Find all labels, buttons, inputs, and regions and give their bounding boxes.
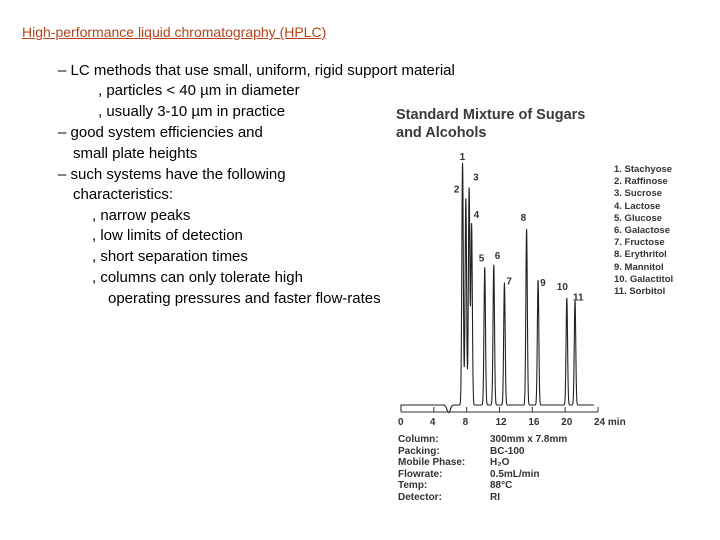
bullet-line: – LC methods that use small, uniform, rigid support material — [58, 62, 455, 79]
condition-label: Mobile Phase: — [398, 457, 466, 469]
bullet-line: – good system efficiencies and — [58, 124, 263, 141]
condition-value: 0.5mL/min — [490, 468, 540, 480]
condition-label: Flowrate: — [398, 468, 443, 480]
condition-value: H₂O — [490, 457, 510, 469]
peak-label: 5 — [478, 253, 485, 265]
legend-item: 2. Raffinose — [614, 176, 668, 188]
peak-labels — [454, 152, 584, 304]
x-tick-label: 4 — [429, 417, 436, 428]
figure-title-line-2: and Alcohols — [396, 125, 487, 141]
peak-label: 9 — [540, 278, 546, 290]
x-tick-label: 0 — [398, 417, 404, 428]
bullet-line: , narrow peaks — [92, 207, 191, 224]
condition-label: Temp: — [398, 480, 428, 492]
condition-value: 300mm x 7.8mm — [490, 434, 568, 445]
peak-label: 3 — [473, 172, 479, 184]
bullet-line: – such systems have the following — [58, 166, 286, 183]
slide-title: High-performance liquid chromatography (HPLC) — [22, 24, 327, 40]
x-tick-label: 20 — [561, 417, 573, 428]
legend-item: 10. Galactitol — [614, 273, 674, 285]
legend-item: 3. Sucrose — [614, 188, 663, 200]
bullet-line: small plate heights — [73, 145, 198, 162]
legend-item: 7. Fructose — [614, 237, 665, 249]
condition-value: 88°C — [490, 480, 513, 492]
legend-item: 11. Sorbitol — [614, 286, 666, 298]
peak-label: 2 — [453, 184, 460, 196]
bullet-line: , short separation times — [92, 248, 248, 265]
peak-label: 4 — [473, 209, 480, 221]
x-tick-label: 16 — [528, 417, 540, 428]
legend-item: 8. Erythritol — [614, 249, 667, 261]
x-tick-label: 24 min — [594, 417, 626, 428]
peak-label: 8 — [520, 213, 527, 225]
x-tick-label: 8 — [462, 417, 469, 428]
condition-label: Detector: — [398, 491, 442, 503]
bullet-line: , usually 3-10 µm in practice — [98, 103, 286, 120]
legend-item: 5. Glucose — [614, 212, 663, 224]
bullet-line: operating pressures and faster flow-rates — [108, 290, 381, 307]
legend-item: 1. Stachyose — [614, 164, 673, 175]
peak-label: 6 — [494, 250, 501, 262]
bullet-line: , low limits of detection — [92, 227, 243, 244]
peak-label: 10 — [556, 281, 568, 293]
x-axis-ticks — [398, 407, 626, 428]
condition-value: RI — [490, 491, 500, 503]
bullet-line: , particles < 40 µm in diameter — [98, 82, 300, 99]
legend-item: 9. Mannitol — [614, 261, 664, 273]
condition-label: Packing: — [398, 445, 440, 457]
x-tick-label: 12 — [495, 417, 507, 428]
bullet-line: , columns can only tolerate high — [92, 269, 303, 286]
condition-label: Column: — [398, 434, 439, 445]
peak-label: 7 — [506, 276, 512, 288]
figure-title-line-1: Standard Mixture of Sugars — [396, 107, 586, 123]
condition-value: BC-100 — [490, 445, 525, 457]
peak-label: 11 — [573, 292, 584, 304]
legend-item: 4. Lactose — [614, 200, 661, 212]
legend-item: 6. Galactose — [614, 225, 670, 237]
bullet-line: characteristics: — [73, 186, 174, 203]
peak-label: 1 — [459, 151, 466, 163]
